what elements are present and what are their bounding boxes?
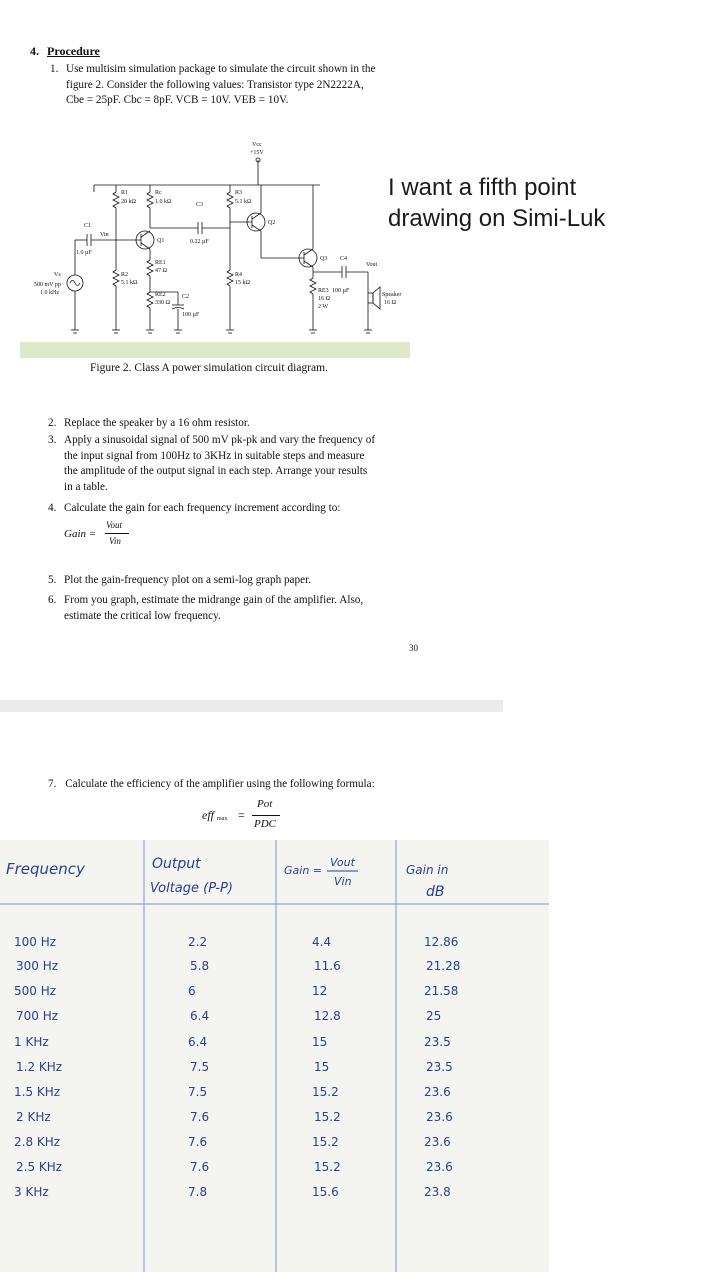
cell-gain: 15.2 xyxy=(314,1110,341,1124)
cell-frequency: 500 Hz xyxy=(14,984,57,998)
cell-frequency: 1 KHz xyxy=(14,1035,49,1049)
step-2 xyxy=(48,416,422,432)
vcc-value: +15V xyxy=(250,150,264,156)
note-line: I want a fifth point xyxy=(388,174,577,201)
r4-label: R4 xyxy=(235,272,243,278)
cell-output-voltage: 7.6 xyxy=(190,1160,210,1174)
q1-label: Q1 xyxy=(157,238,165,244)
step-line: estimate the critical low frequency. xyxy=(64,609,221,622)
cell-gain: 15 xyxy=(314,1060,330,1074)
c2-label: C2 xyxy=(182,294,190,300)
re2-label: RE2 xyxy=(155,292,166,298)
cell-gain-db: 23.5 xyxy=(424,1035,451,1049)
efficiency-formula: eff max = Pot PDC xyxy=(202,796,292,840)
figure-caption: Figure 2. Class A power simulation circuit diagram. xyxy=(90,362,328,374)
step-number: 7. xyxy=(48,778,57,790)
efficiency-denominator: PDC xyxy=(254,818,276,830)
speaker-label: Speaker xyxy=(382,292,402,298)
circuit-diagram xyxy=(20,130,412,360)
source-name: Vs xyxy=(54,272,61,278)
r3-label: R3 xyxy=(235,190,243,196)
cell-gain-db: 25 xyxy=(426,1009,442,1023)
cell-gain-db: 21.58 xyxy=(424,984,459,998)
re3-power: 2 W xyxy=(318,304,329,310)
cell-gain-db: 12.86 xyxy=(424,935,459,949)
cell-output-voltage: 7.6 xyxy=(188,1135,208,1149)
vin-label: Vin xyxy=(100,232,109,238)
step-7 xyxy=(48,778,375,790)
cell-gain-db: 23.6 xyxy=(426,1110,453,1124)
cell-frequency: 2.8 KHz xyxy=(14,1135,61,1149)
re3-value: 16 Ω xyxy=(318,296,330,302)
step-number: 3. xyxy=(48,434,57,446)
r4-value: 15 kΩ xyxy=(235,280,250,286)
cell-output-voltage: 6.4 xyxy=(188,1035,208,1049)
step-line: Use multisim simulation package to simulate the circuit shown in the xyxy=(66,63,376,75)
step-1 xyxy=(50,62,422,112)
cell-output-voltage: 6 xyxy=(188,984,196,998)
cell-output-voltage: 6.4 xyxy=(190,1009,210,1023)
c4-value: 100 µF xyxy=(332,288,350,294)
header-output: Output xyxy=(152,856,201,872)
vcc-label: Vcc xyxy=(252,142,262,148)
cell-gain-db: 23.6 xyxy=(424,1135,451,1149)
procedure-title: Procedure xyxy=(47,44,100,58)
header-gain-denominator: Vin xyxy=(334,875,352,888)
step-line: From you graph, estimate the midrange gain of the amplifier. Also, xyxy=(64,594,364,606)
step-line: Calculate the efficiency of the amplifier using the following formula: xyxy=(65,778,375,790)
cell-gain-db: 23.6 xyxy=(424,1085,451,1099)
r2-label: R2 xyxy=(121,272,129,278)
header-gain-db: dB xyxy=(426,884,445,900)
cell-gain: 12.8 xyxy=(314,1009,341,1023)
step-line: Cbe = 25pF. Cbc = 8pF. VCB = 10V. VEB = 10V. xyxy=(66,94,289,106)
step-number: 4. xyxy=(48,502,57,514)
cell-gain-db: 23.8 xyxy=(424,1185,451,1199)
table-sheet xyxy=(0,840,549,1272)
efficiency-lhs: eff xyxy=(202,808,214,822)
r1-label: R1 xyxy=(121,190,129,196)
source-frequency: 1.0 kHz xyxy=(40,290,59,296)
re3-label: RE3 xyxy=(318,288,329,294)
step-line: the input signal from 100Hz to 3KHz in suitable steps and measure xyxy=(64,449,365,462)
gain-formula-numerator: Vout xyxy=(106,520,123,530)
cell-gain: 15 xyxy=(312,1035,328,1049)
gain-formula-lhs: Gain = xyxy=(64,528,97,540)
re2-value: 330 Ω xyxy=(155,300,170,306)
fraction-bar xyxy=(252,815,280,816)
q2-label: Q2 xyxy=(268,220,276,226)
cell-gain: 4.4 xyxy=(312,935,332,949)
gain-formula xyxy=(64,518,144,554)
c1-label: C1 xyxy=(84,223,92,229)
q3-label: Q3 xyxy=(320,256,328,262)
handwritten-results-table xyxy=(0,840,549,1272)
cell-output-voltage: 7.8 xyxy=(188,1185,208,1199)
step-line: Replace the speaker by a 16 ohm resistor. xyxy=(64,417,250,429)
cell-frequency: 3 KHz xyxy=(14,1185,49,1199)
efficiency-numerator: Pot xyxy=(257,798,273,810)
cell-gain: 15.6 xyxy=(312,1185,339,1199)
cell-output-voltage: 7.6 xyxy=(190,1110,210,1124)
step-4 xyxy=(48,501,422,517)
cell-frequency: 1.2 KHz xyxy=(16,1060,63,1074)
c1-value: 1.0 µF xyxy=(76,250,92,256)
re1-value: 47 Ω xyxy=(155,268,167,274)
gain-formula-denominator: Vin xyxy=(109,536,121,546)
cell-frequency: 300 Hz xyxy=(16,959,59,973)
speaker-value: 16 Ω xyxy=(384,300,396,306)
step-3 xyxy=(48,433,422,497)
scan-shadow xyxy=(20,342,410,358)
vout-label: Vout xyxy=(366,262,378,268)
r1-value: 20 kΩ xyxy=(121,199,136,205)
cell-frequency: 700 Hz xyxy=(16,1009,59,1023)
cell-gain-db: 23.5 xyxy=(426,1060,453,1074)
r3-value: 5.1 kΩ xyxy=(235,199,252,205)
note-line: drawing on Simi-Luk xyxy=(388,205,606,232)
header-gain-in: Gain in xyxy=(406,863,449,877)
step-number: 6. xyxy=(48,594,57,606)
step-5 xyxy=(48,573,422,589)
cell-frequency: 100 Hz xyxy=(14,935,57,949)
step-line: Apply a sinusoidal signal of 500 mV pk-pk and vary the frequency of xyxy=(64,434,376,446)
r2-value: 5.1 kΩ xyxy=(121,280,138,286)
page-divider xyxy=(0,700,503,712)
cell-frequency: 2.5 KHz xyxy=(16,1160,63,1174)
header-gain-numerator: Vout xyxy=(330,856,355,869)
cell-gain: 12 xyxy=(312,984,328,998)
source-amplitude: 500 mV pp xyxy=(34,282,61,288)
c2-value: 100 µF xyxy=(182,312,200,318)
cell-output-voltage: 7.5 xyxy=(188,1085,208,1099)
step-line: figure 2. Consider the following values: Transistor type 2N2222A, xyxy=(66,78,364,91)
cell-gain: 11.6 xyxy=(314,959,341,973)
efficiency-subscript: max xyxy=(217,816,228,822)
cell-gain-db: 23.6 xyxy=(426,1160,453,1174)
c4-label: C4 xyxy=(340,256,348,262)
procedure-heading xyxy=(30,44,100,59)
rc-label: Rc xyxy=(155,190,162,196)
step-line: Calculate the gain for each frequency increment according to: xyxy=(64,502,341,514)
step-number: 1. xyxy=(50,63,59,75)
cell-frequency: 2 KHz xyxy=(16,1110,51,1124)
step-line: in a table. xyxy=(64,480,108,493)
fraction-bar xyxy=(105,533,129,534)
step-number: 2. xyxy=(48,417,57,429)
cell-gain-db: 21.28 xyxy=(426,959,461,973)
page-number: 30 xyxy=(409,643,418,653)
step-line: the amplitude of the output signal in each step. Arrange your results xyxy=(64,465,368,477)
step-6 xyxy=(48,593,422,625)
rc-value: 1.0 kΩ xyxy=(155,199,172,205)
c3-label: C3 xyxy=(196,202,204,208)
cell-frequency: 1.5 KHz xyxy=(14,1085,61,1099)
c3-value: 0.22 µF xyxy=(190,239,209,245)
cell-output-voltage: 2.2 xyxy=(188,935,208,949)
step-number: 5. xyxy=(48,574,57,586)
re1-label: RE1 xyxy=(155,260,166,266)
cell-output-voltage: 7.5 xyxy=(190,1060,210,1074)
header-frequency: Frequency xyxy=(6,860,85,878)
handwritten-request-note xyxy=(388,172,658,234)
cell-gain: 15.2 xyxy=(312,1085,339,1099)
procedure-number: 4. xyxy=(30,44,39,58)
header-output-voltage: Voltage (P-P) xyxy=(150,881,233,896)
cell-output-voltage: 5.8 xyxy=(190,959,210,973)
header-gain: Gain = xyxy=(284,864,323,877)
cell-gain: 15.2 xyxy=(312,1135,339,1149)
step-line: Plot the gain-frequency plot on a semi-log graph paper. xyxy=(64,574,311,586)
cell-gain: 15.2 xyxy=(314,1160,341,1174)
ground-symbols xyxy=(71,330,372,333)
